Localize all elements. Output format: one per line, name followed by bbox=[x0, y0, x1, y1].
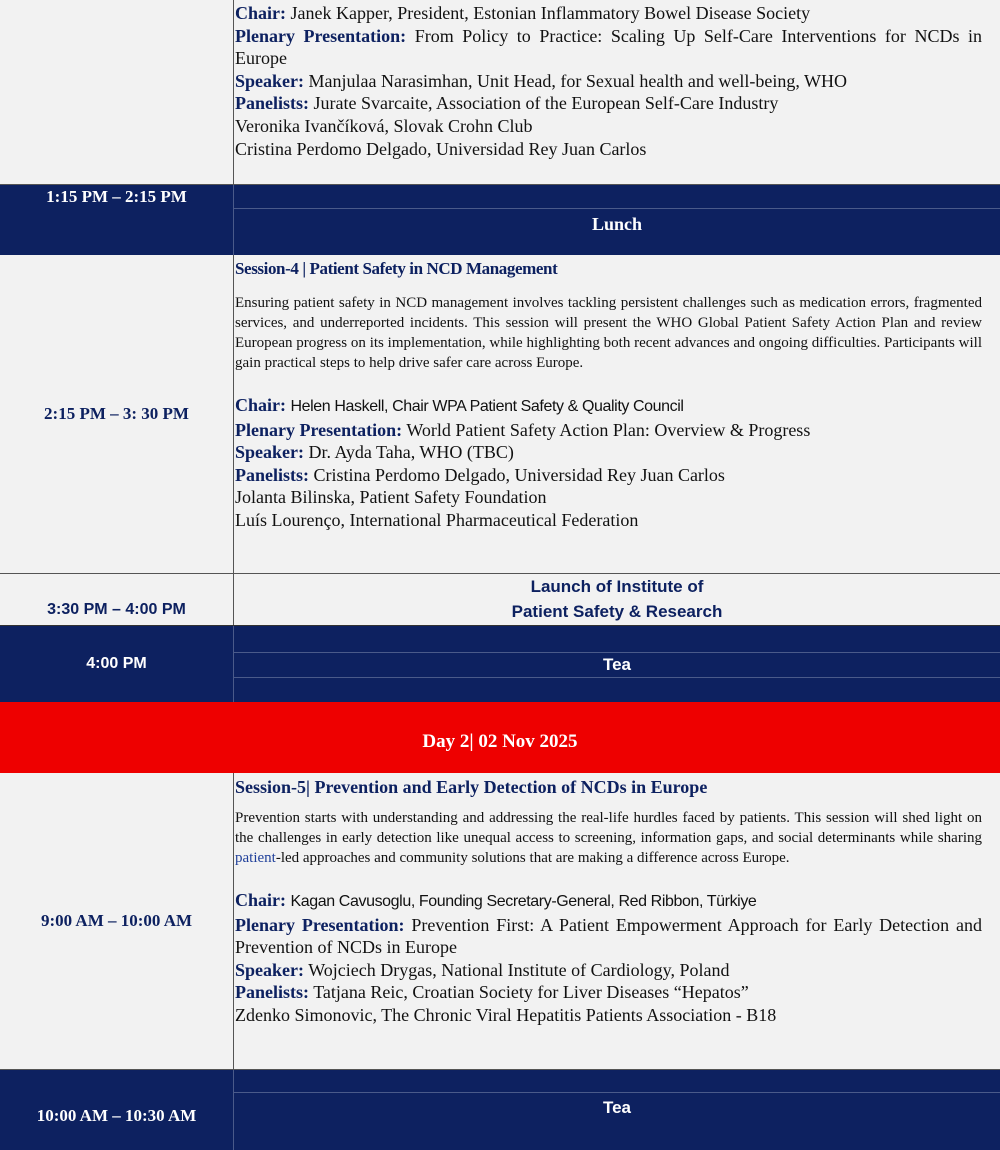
agenda-row-tea bbox=[0, 626, 1000, 702]
time-cell: 9:00 AM – 10:00 AM bbox=[0, 773, 234, 1069]
panelist: Tatjana Reic, Croatian Society for Liver Diseases “Hepatos” bbox=[313, 982, 749, 1003]
plenary-text: World Patient Safety Action Plan: Overview & Progress bbox=[406, 419, 811, 440]
speaker-label: Speaker: bbox=[235, 442, 304, 463]
panelists-label: Panelists: bbox=[235, 93, 309, 114]
panelist: Luís Lourenço, International Pharmaceutical Federation bbox=[235, 509, 639, 530]
session-content bbox=[234, 255, 1000, 573]
agenda-row-carryover bbox=[0, 0, 1000, 185]
plenary-text: From Policy to Practice: Scaling Up Self-Care Interventions for NCDs in Europe bbox=[235, 25, 983, 69]
session-content bbox=[234, 0, 1000, 184]
time-cell: 1:15 PM – 2:15 PM bbox=[0, 185, 234, 255]
break-label: Lunch bbox=[591, 214, 643, 234]
time-cell bbox=[0, 0, 234, 184]
plenary-text: Prevention First: A Patient Empowerment Approach for Early Detection and Prevention of NCDs in Europe bbox=[235, 914, 983, 958]
plenary-label: Plenary Presentation: bbox=[235, 914, 405, 935]
agenda-row-lunch bbox=[0, 185, 1000, 255]
chair-text: Janek Kapper, President, Estonian Inflammatory Bowel Disease Society bbox=[290, 3, 811, 23]
agenda-row-session-4 bbox=[0, 255, 1000, 574]
highlight-word: patient bbox=[235, 850, 276, 866]
panelist: Jolanta Bilinska, Patient Safety Foundation bbox=[235, 487, 547, 508]
break-content bbox=[234, 1070, 1000, 1150]
speaker-label: Speaker: bbox=[235, 959, 304, 980]
chair-text: Helen Haskell, Chair WPA Patient Safety & Quality Council bbox=[290, 398, 684, 415]
panelists-label: Panelists: bbox=[235, 982, 309, 1003]
plenary-label: Plenary Presentation: bbox=[235, 419, 403, 440]
time-cell: 4:00 PM bbox=[0, 626, 234, 702]
chair-label: Chair: bbox=[235, 395, 286, 415]
panelist: Veronika Ivančíková, Slovak Crohn Club bbox=[235, 115, 533, 136]
session-description: Prevention starts with understanding and addressing the real-life hurdles faced by patients. This session will shed light on the challenges in early detection like unequal access to screening, information gaps, and social determinants while sharing patient-led approaches and community solutions that are making a difference across Europe. bbox=[235, 810, 982, 866]
break-content bbox=[234, 626, 1000, 702]
speaker-label: Speaker: bbox=[235, 70, 304, 91]
session-title: Session-5| Prevention and Early Detection of NCDs in Europe bbox=[235, 777, 708, 797]
launch-line-1: Launch of Institute of bbox=[530, 577, 704, 596]
speaker-text: Dr. Ayda Taha, WHO (TBC) bbox=[308, 442, 514, 463]
day-label: Day 2| 02 Nov 2025 bbox=[422, 731, 578, 752]
agenda-row-tea bbox=[0, 1070, 1000, 1150]
launch-line-2: Patient Safety & Research bbox=[511, 602, 723, 621]
break-label: Tea bbox=[602, 1098, 632, 1117]
panelist: Cristina Perdomo Delgado, Universidad Rey Juan Carlos bbox=[235, 138, 647, 159]
panelist: Jurate Svarcaite, Association of the European Self-Care Industry bbox=[313, 93, 779, 114]
panelist: Cristina Perdomo Delgado, Universidad Rey Juan Carlos bbox=[313, 464, 725, 485]
time-cell: 10:00 AM – 10:30 AM bbox=[0, 1070, 234, 1150]
launch-content bbox=[234, 574, 1000, 625]
agenda-row-session-5 bbox=[0, 773, 1000, 1070]
speaker-text: Wojciech Drygas, National Institute of Cardiology, Poland bbox=[308, 959, 730, 980]
session-title: Session-4 | Patient Safety in NCD Management bbox=[235, 259, 558, 278]
plenary-label: Plenary Presentation: bbox=[235, 25, 407, 46]
chair-text: Kagan Cavusoglu, Founding Secretary-General, Red Ribbon, Türkiye bbox=[290, 893, 757, 910]
chair-label: Chair: bbox=[235, 3, 286, 23]
time-cell: 2:15 PM – 3: 30 PM bbox=[0, 255, 234, 573]
panelists-label: Panelists: bbox=[235, 464, 309, 485]
panelist: Zdenko Simonovic, The Chronic Viral Hepatitis Patients Association - B18 bbox=[235, 1004, 777, 1025]
session-content bbox=[234, 773, 1000, 1069]
time-cell: 3:30 PM – 4:00 PM bbox=[0, 574, 234, 625]
session-description: Ensuring patient safety in NCD management involves tackling persistent challenges such as medication errors, fragmented services, and underreported incidents. This session will present the WHO Global Patient Safety Action Plan and review European progress on its implementation, while highlighting both recent advances and ongoing difficulties. Participants will gain practical steps to help drive safer care across Europe. bbox=[235, 295, 982, 371]
break-content bbox=[234, 185, 1000, 255]
chair-label: Chair: bbox=[235, 890, 286, 910]
day-header bbox=[0, 702, 1000, 773]
agenda-row-launch bbox=[0, 574, 1000, 626]
speaker-text: Manjulaa Narasimhan, Unit Head, for Sexual health and well-being, WHO bbox=[308, 70, 848, 91]
break-label: Tea bbox=[602, 655, 632, 674]
